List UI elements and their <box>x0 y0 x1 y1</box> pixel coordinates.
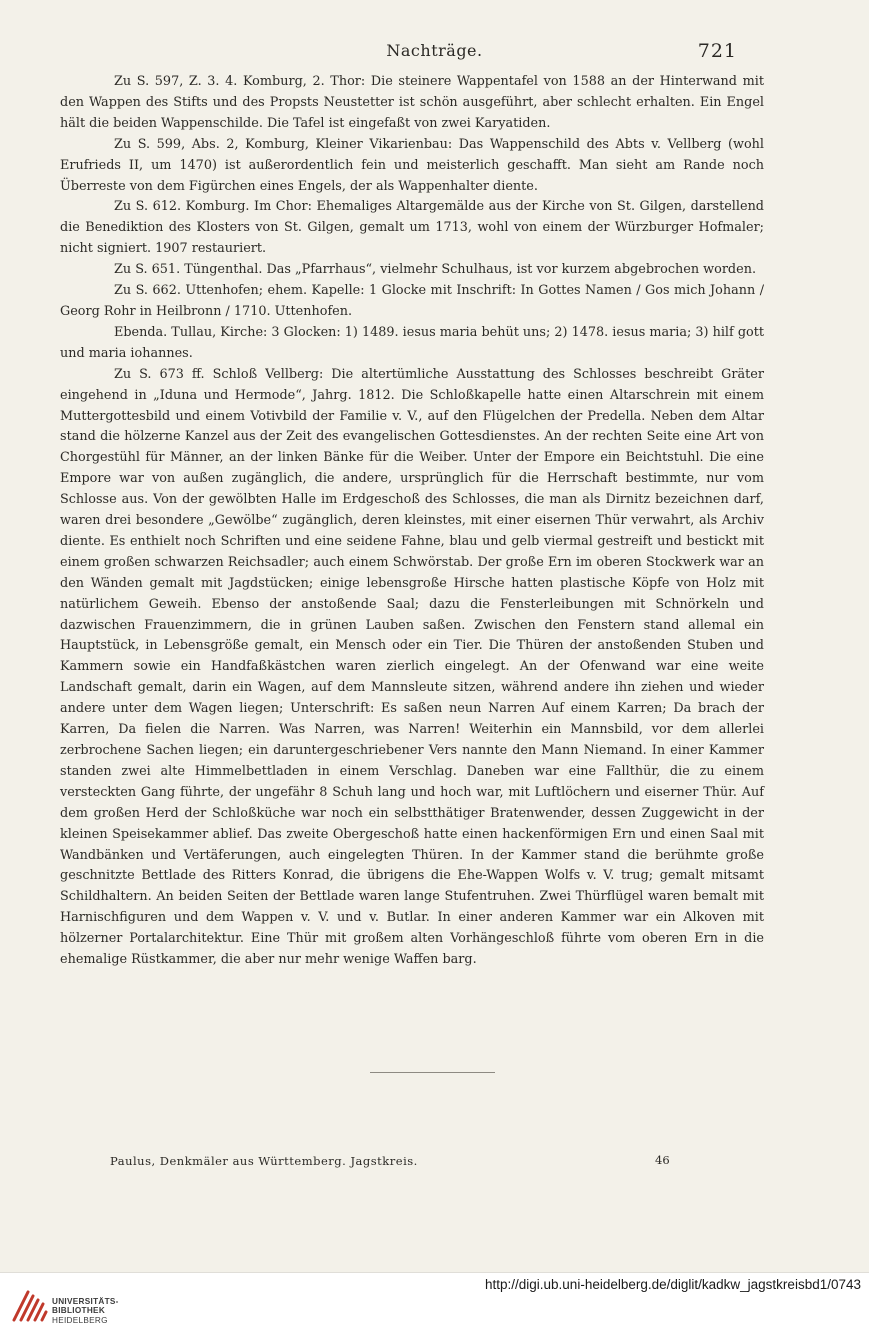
library-name <box>52 1297 119 1325</box>
footer-signature: 46 <box>655 1153 670 1167</box>
library-name-line3: HEIDELBERG <box>52 1315 108 1325</box>
library-name-line2: BIBLIOTHEK <box>52 1306 106 1316</box>
ub-heidelberg-logo-icon[interactable] <box>8 1286 48 1326</box>
paragraph-komburg-wappentafel: Zu S. 597, Z. 3. 4. Komburg, 2. Thor: Die steinere Wappentafel von 1588 an der Hinterwand mit den Wappen des Stifts und des Propsts Neustetter ist schön ausgeführt, aber schlecht erhalten. Ein Engel hält die beiden Wappenschilde. Die Tafel ist eingefaßt von zwei Karyatiden. <box>60 74 764 131</box>
library-name-line1: UNIVERSITÄTS- <box>52 1297 119 1306</box>
paragraph-uttenhofen: Zu S. 662. Uttenhofen; ehem. Kapelle: 1 Glocke mit Inschrift: In Gottes Namen / Gos mich Johann / Georg Rohr in Heilbronn / 1710. Uttenhofen. <box>60 283 764 319</box>
paragraph-tullau: Ebenda. Tullau, Kirche: 3 Glocken: 1) 1489. iesus maria behüt uns; 2) 1478. iesus maria; 3) hilf gott und maria iohannes. <box>60 324 764 361</box>
body-text <box>60 72 764 971</box>
section-divider <box>370 1072 495 1073</box>
paragraph-tuengenthal: Zu S. 651. Tüngenthal. Das „Pfarrhaus“, vielmehr Schulhaus, ist vor kurzem abgebrochen worden. <box>114 262 757 278</box>
permalink-url[interactable]: http://digi.ub.uni-heidelberg.de/diglit/kadkw_jagstkreisbd1/0743 <box>485 1277 861 1292</box>
footer-source: Paulus, Denkmäler aus Württemberg. Jagstkreis. <box>110 1154 418 1168</box>
paragraph-schloss-vellberg: Zu S. 673 ff. Schloß Vellberg: Die altertümliche Ausstattung des Schlosses beschreibt Gräter eingehend in „Iduna und Hermode“, Jahrg. 1812. Die Schloßkapelle hatte einen Altarschrein mit einem Muttergottesbild und einem Votivbild der Familie v. V., auf den Flügelchen der Predella. Neben dem Altar stand die hölzerne Kanzel aus der Zeit des evangelischen Gottesdienstes. An der rechten Seite eine Art von Chorgestühl für Männer, an der linken Bänke für die Weiber. Unter der Empore ein Beichtstuhl. Die eine Empore war von außen zugänglich, die andere, ursprünglich für die Herrschaft bestimmte, nur vom Schlosse aus. Von der gewölbten Halle im Erdgeschoß des Schlosses, die man als Dirnitz bezeichnen darf, waren drei besondere „Gewölbe“ zugänglich, deren kleinstes, mit einer eisernen Thür verwahrt, als Archiv diente. Es enthielt noch Schriften und eine seidene Fahne, blau und gelb viermal gestreift und bestickt mit einem großen schwarzen Reichsadler; auch einem Schwörstab. Der große Ern im oberen Stockwerk war an den Wänden gemalt mit Jagdstücken; einige lebensgroße Hirsche hatten plastische Köpfe von Holz mit natürlichem Geweih. Ebenso der anstoßende Saal; dazu die Fensterleibungen mit Schnörkeln und dazwischen Frauenzimmern, die in grünen Lauben saßen. Zwischen den Fenstern stand allemal ein Hauptstück, in Lebensgröße gemalt, ein Mensch oder ein Tier. Die Thüren der anstoßenden Stuben und Kammern sowie ein Handfaßkästchen waren zierlich eingelegt. An der Ofenwand war eine weite Landschaft gemalt, darin ein Wagen, auf dem Mannsleute sitzen, während andere ihn ziehen und wieder andere unter dem Wagen liegen; Unterschrift: Es saßen neun Narren Auf einem Karren; Da brach der Karren, Da fielen die Narren. Was Narren, was Narren! Weiterhin ein Mannsbild, vor dem allerlei zerbrochene Sachen liegen; ein daruntergeschriebener Vers nannte den Mann Niemand. In einer Kammer standen zwei alte Himmelbettladen in einem Verschlag. Daneben war eine Fallthür, die zu einem versteckten Gang führte, der ungefähr 8 Schuh lang und hoch war, mit Luftlöchern und eiserner Thür. Auf dem großen Herd der Schloßküche war noch ein selbstthätiger Bratenwender, dessen Zuggewicht in der kleinen Speisekammer ablief. Das zweite Obergeschoß hatte einen hackenförmigen Ern und einen Saal mit Wandbänken und Vertäferungen, auch eingelegten Thüren. In der Kammer stand die berühmte große geschnitzte Bettlade des Ritters Konrad, die übrigens die Ehe-Wappen Wolfs v. V. trug; gemalt mitsamt Schildhaltern. An beiden Seiten der Bettlade waren lange Stufentruhen. Zwei Thürflügel waren bemalt mit Harnischfiguren und dem Wappen v. V. und v. Butlar. In einer anderen Kammer war ein Alkoven mit hölzerner Portalarchitektur. Eine Thür mit großem alten Vorhängeschloß führte vom oberen Ern in die ehemalige Rüstkammer, die aber nur mehr wenige Waffen barg. <box>60 366 764 968</box>
paragraph-komburg-vikarienbau: Zu S. 599, Abs. 2, Komburg, Kleiner Vikarienbau: Das Wappenschild des Abts v. Vellberg (wohl Erufrieds II, um 1470) ist außerordentlich fein und meisterlich geschafft. Man sieht am Rande noch Überreste von dem Figürchen eines Engels, der als Wappenhalter diente. <box>60 136 764 194</box>
library-bar <box>0 1272 869 1337</box>
page-number: 721 <box>697 40 737 62</box>
paragraph-komburg-chor: Zu S. 612. Komburg. Im Chor: Ehemaliges Altargemälde aus der Kirche von St. Gilgen, darstellend die Benediktion des Klosters von St. Gilgen, gemalt um 1713, wohl von einem der Würzburger Hofmaler; nicht signiert. 1907 restauriert. <box>60 199 764 257</box>
running-title: Nachträge. <box>386 41 483 60</box>
